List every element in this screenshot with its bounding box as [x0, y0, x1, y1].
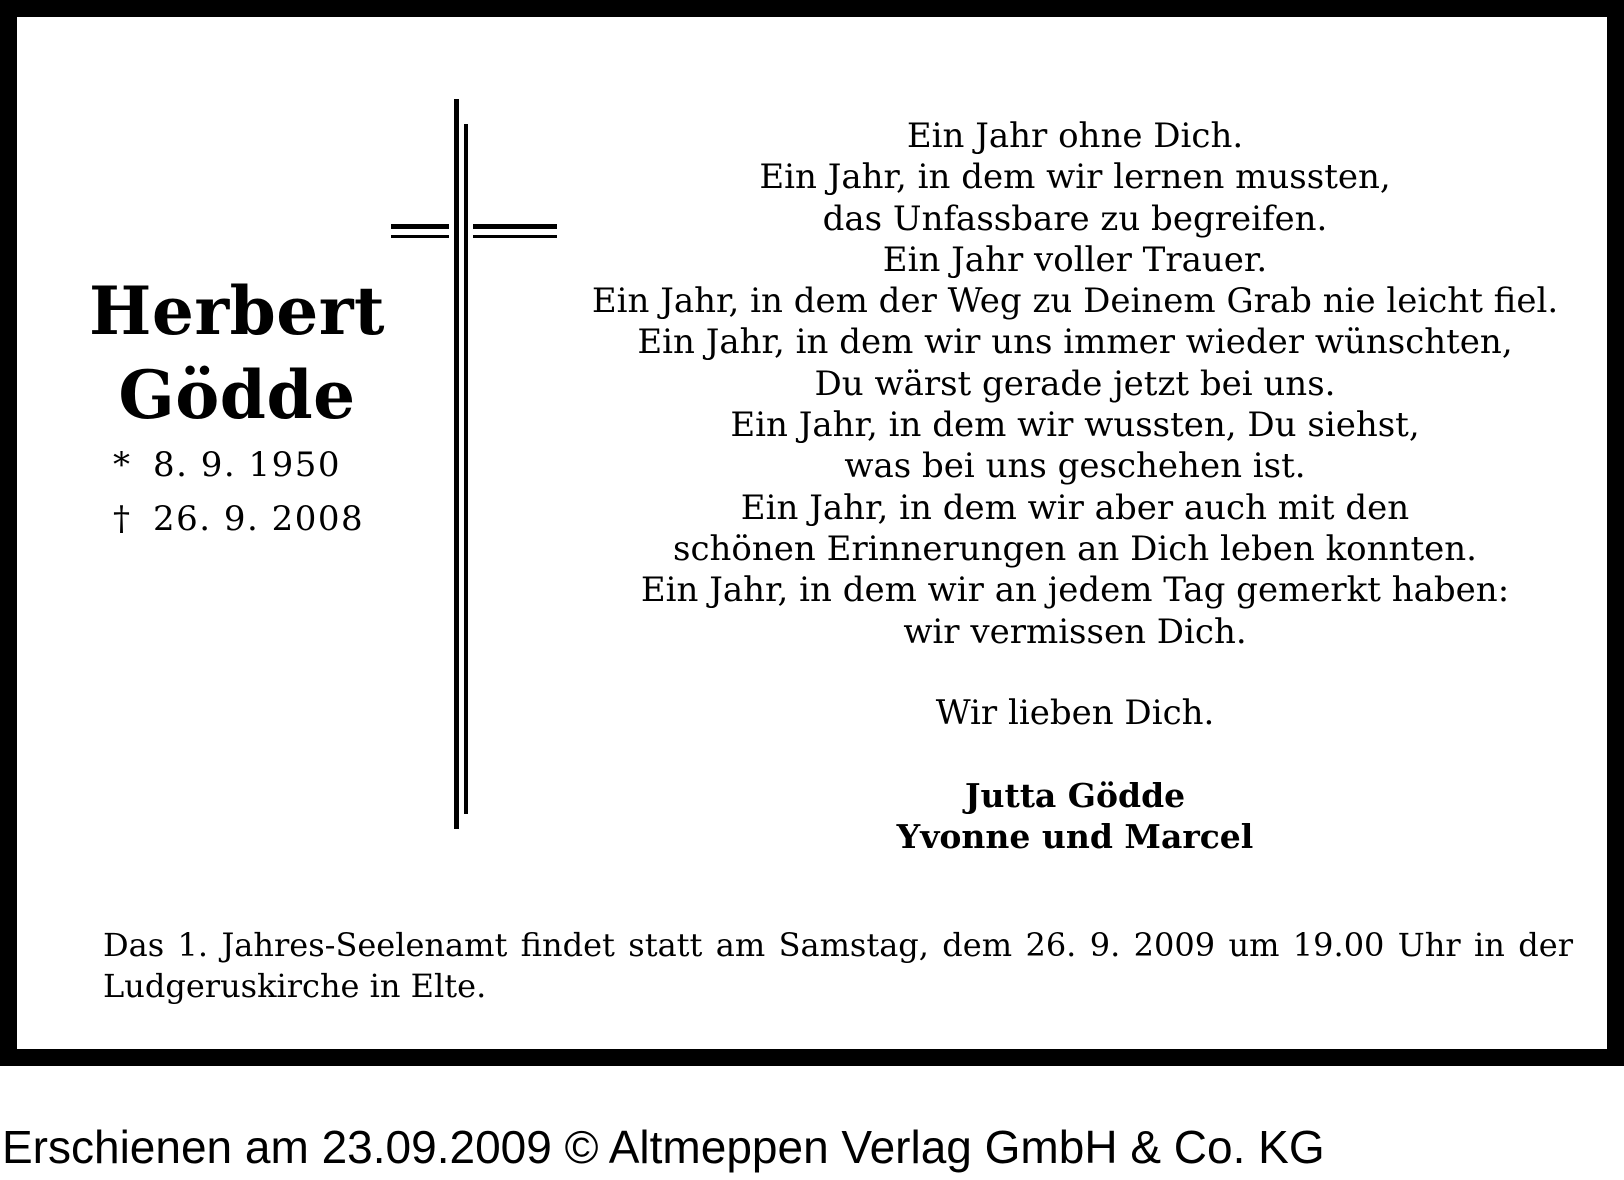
memorial-poem: [557, 116, 1593, 653]
poem-line: schönen Erinnerungen an Dich leben konnten.: [673, 528, 1477, 569]
poem-line: Ein Jahr ohne Dich.: [906, 116, 1244, 156]
poem-line: Ein Jahr, in dem wir aber auch mit den: [740, 487, 1410, 528]
cross-icon: [391, 99, 557, 829]
signer-name: Jutta Gödde: [964, 776, 1186, 815]
poem-line: Ein Jahr, in dem wir an jedem Tag gemerkt haben:: [640, 570, 1510, 611]
poem-line: Ein Jahr, in dem wir wussten, Du siehst,: [730, 405, 1420, 446]
memorial-service-text: Das 1. Jahres-Seelenamt findet statt am Samstag, dem 26. 9. 2009 um 19.00 Uhr in der Ludgeruskirche in Elte.: [103, 926, 1573, 1005]
poem-line: was bei uns geschehen ist.: [844, 446, 1306, 487]
death-date-row: [113, 499, 364, 539]
deceased-first-name: Herbert: [88, 272, 386, 350]
poem-line: das Unfassbare zu begreifen.: [822, 198, 1328, 239]
poem-line: Ein Jahr, in dem wir lernen mussten,: [759, 157, 1391, 198]
birth-date-row: [113, 445, 341, 485]
poem-line: Ein Jahr, in dem wir uns immer wieder wünschten,: [637, 322, 1513, 363]
poem-line: Ein Jahr voller Trauer.: [882, 239, 1268, 280]
publication-credit: Erschienen am 23.09.2009 © Altmeppen Verlag GmbH & Co. KG: [2, 1121, 1325, 1173]
deceased-last-name: Gödde: [118, 356, 356, 434]
signers-block: [557, 775, 1593, 857]
poem-line: Du wärst gerade jetzt bei uns.: [814, 363, 1336, 404]
signer-name: Yvonne und Marcel: [896, 817, 1254, 856]
closing-line: Wir lieben Dich.: [935, 693, 1215, 733]
birth-star-symbol: *: [113, 445, 132, 485]
poem-line: wir vermissen Dich.: [903, 611, 1247, 652]
poem-line: Ein Jahr, in dem der Weg zu Deinem Grab nie leicht fiel.: [591, 281, 1559, 322]
death-dagger-symbol: †: [113, 499, 132, 539]
birth-date: 8. 9. 1950: [153, 445, 342, 485]
death-date: 26. 9. 2008: [153, 499, 365, 539]
